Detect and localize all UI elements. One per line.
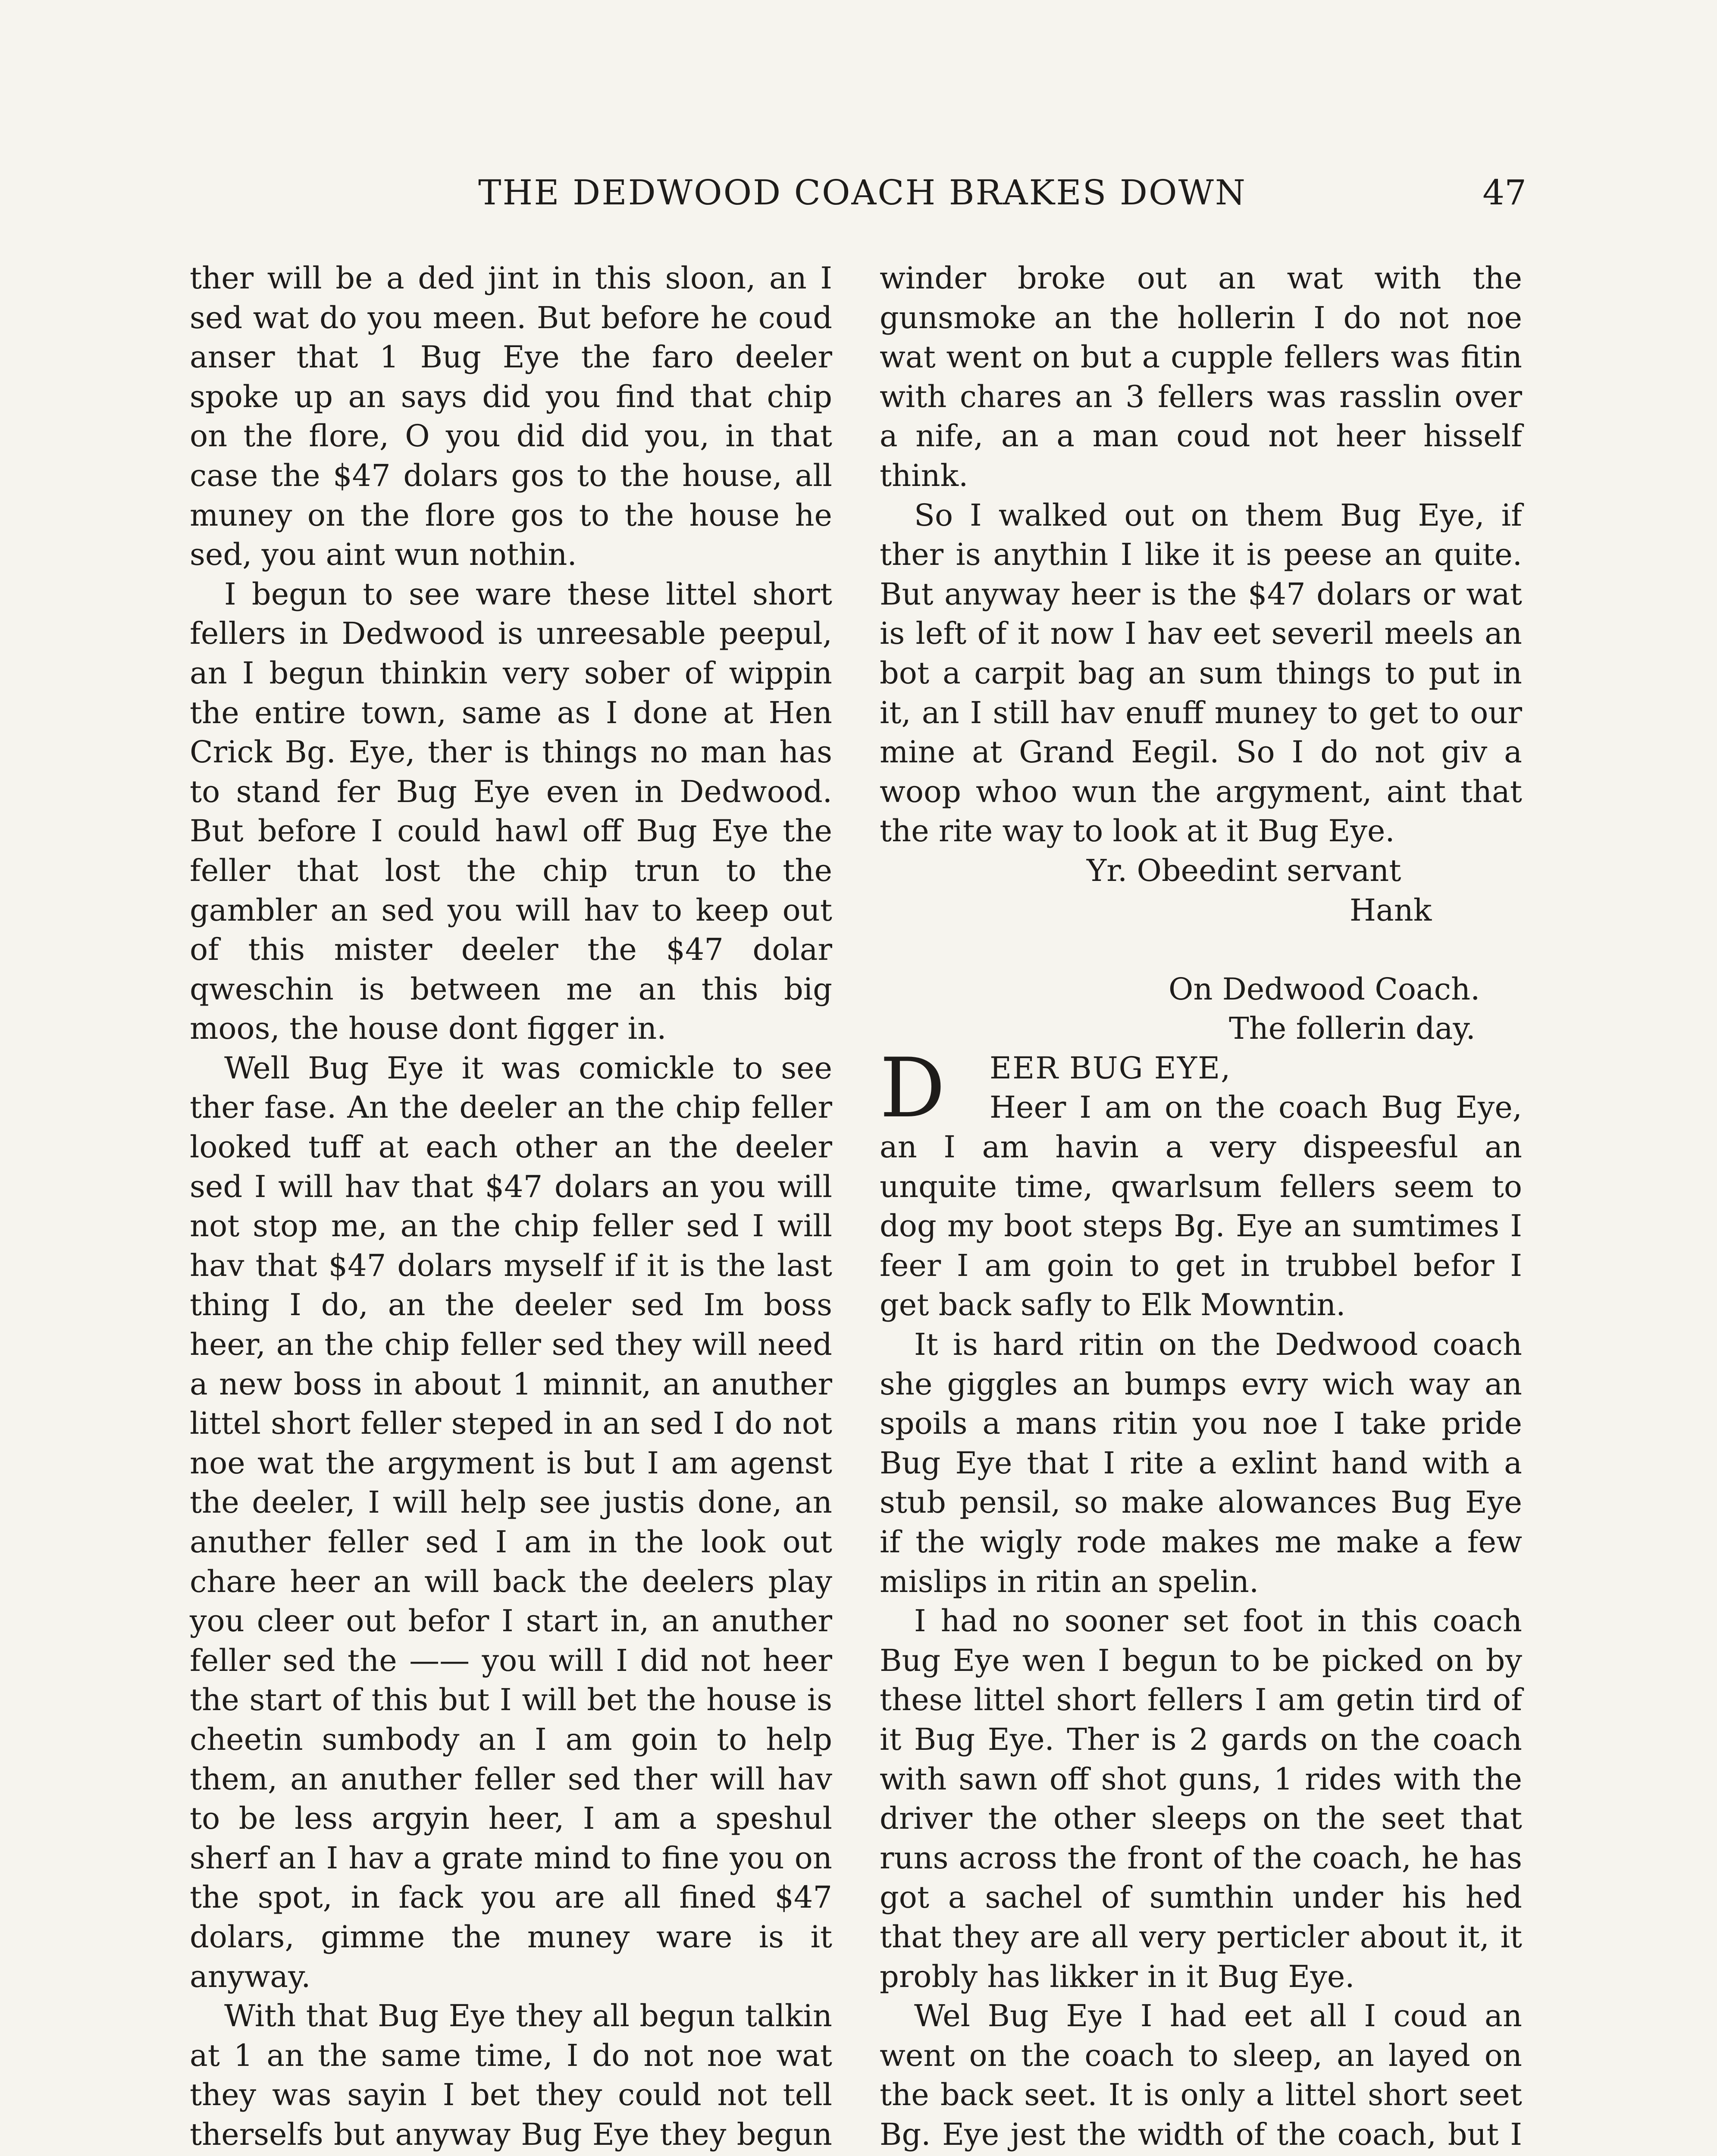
letter-signature: Hank [1350,892,1432,928]
running-title: THE DEDWOOD COACH BRAKES DOWN [478,172,1247,213]
drop-cap: D [880,1040,946,1136]
left-column [190,259,832,2156]
letter-salutation [880,1040,1522,1136]
letter-closing: Yr. Obeedint servant [1087,852,1401,888]
paragraph: I begun to see ware these littel short fellers in Dedwood is unreesable peepul, an I begun thinkin very sober of wippin the entire town, same as I done at Hen Crick Bg. Eye, ther is things no man has to stand fer Bug Eye even in Dedwood. But before I could hawl off Bug Eye the feller that lost the chip trun to the gambler an sed you will hav to keep out of this mister deeler the $47 dolar qweschin is between me an this big moos, the house dont figger in. [190,576,832,1047]
blank-line [880,930,1522,970]
paragraph: winder broke out an wat with the gunsmoke an the hollerin I do not noe wat went on but a cupple fellers was fitin with chares an 3 fellers was rasslin over a nife, an a man coud not heer hisself think. [880,260,1522,493]
paragraph: Wel Bug Eye I had eet all I coud an went on the coach to sleep, an layed on the back seet. It is only a littel short seet Bg. Eye jest the width of the coach, but I [880,1998,1522,2152]
right-column [880,259,1522,2156]
letter-opening-paragraph: Heer I am on the coach Bug Eye, an I am havin a very dispeesful an unquite time, qwarlsum fellers seem to dog my boot steps Bg. Eye an sumtimes I feer I am goin to get in trubbel befor I get back safly to Elk Mowntin. [880,1090,1522,1323]
salutation-text: EER BUG EYE, [990,1050,1231,1086]
letter-place-line: On Dedwood Coach. [1169,971,1480,1007]
paragraph: It is hard ritin on the Dedwood coach she giggles an bumps evry wich way an spoils a mans ritin you noe I take pride Bug Eye that I rite a exlint hand with a stub pensil, so make alowances Bug Eye if the wigly rode makes me make a few mislips in ritin an spelin. [880,1327,1522,1599]
paragraph: I had no sooner set foot in this coach Bug Eye wen I begun to be picked on by these littel short fellers I am getin tird of it Bug Eye. Ther is 2 gards on the coach with sawn off shot guns, 1 rides with the driver the other sleeps on the seet that runs across the front of the coach, he has got a sachel of sumthin under his hed that they are all very perticler about it, it probly has likker in it Bug Eye. [880,1603,1522,1994]
letter-date-line: The follerin day. [1229,1011,1476,1047]
page-number: 47 [1482,172,1526,213]
paragraph: ther will be a ded jint in this sloon, an I sed wat do you meen. But before he coud anser that 1 Bug Eye the faro deeler spoke up an says did you find that chip on the flore, O you did did you, in that case the $47 dolars gos to the house, all muney on the flore gos to the house he sed, you aint wun nothin. [190,260,832,573]
paragraph: Well Bug Eye it was comickle to see ther fase. An the deeler an the chip feller looked tuff at each other an the deeler sed I will hav that $47 dolars an you will not stop me, an the chip feller sed I will hav that $47 dolars myself if it is the last thing I do, an the deeler sed Im boss heer, an the chip feller sed they will need a new boss in about 1 minnit, an anuther littel short feller steped in an sed I do not noe wat the argyment is but I am agenst the deeler, I will help see justis done, an anuther feller sed I am in the look out chare heer an will back the deelers play you cleer out befor I start in, an anuther feller sed the —— you will I did not heer the start of this but I will bet the house is cheetin sumbody an I am goin to help them, an anuther feller sed ther will hav to be less argyin heer, I am a speshul sherf an I hav a grate mind to fine you on the spot, in fack you are all fined $47 dolars, gimme the muney ware is it anyway. [190,1050,832,1994]
running-head [0,172,1717,224]
paragraph: So I walked out on them Bug Eye, if ther is anythin I like it is peese an quite. But anyway heer is the $47 dolars or wat is left of it now I hav eet severil meels an bot a carpit bag an sum things to put in it, an I still hav enuff muney to get to our mine at Grand Eegil. So I do not giv a woop whoo wun the argyment, aint that the rite way to look at it Bug Eye. [880,497,1522,849]
paragraph: With that Bug Eye they all begun talkin at 1 an the same time, I do not noe wat they was sayin I bet they could not tell therselfs but anyway Bug Eye they begun [190,1998,832,2152]
